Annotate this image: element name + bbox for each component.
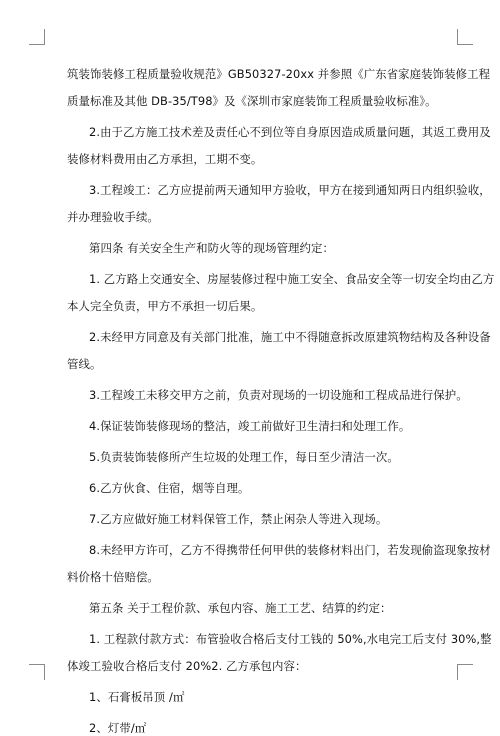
paragraph-line: 并办理验收手续。 [67,210,159,224]
paragraph-line: 1. 乙方路上交通安全、房屋装修过程中施工安全、食品安全等一切安全均由乙方 [89,272,495,286]
paragraph-line: 本人完全负责，甲方不承担一切后果。 [67,299,263,313]
paragraph-line: 质量标准及其他 DB-35/T98》及《深圳市家庭装饰工程质量验收标准》。 [67,94,437,108]
paragraph-line: 7.乙方应做好施工材料保管工作，禁止闲杂人等进入现场。 [89,512,388,526]
paragraph-line: 管线。 [67,357,102,371]
paragraph-line: 6.乙方伙食、住宿，烟等自理。 [89,481,250,495]
paragraph-line: 3.工程竣工：乙方应提前两天通知甲方验收，甲方在接到通知两日内组织验收， [89,183,491,197]
paragraph-line: 3.工程竣工未移交甲方之前，负责对现场的一切设施和工程成品进行保护。 [89,388,468,402]
section-heading: 第四条 有关安全生产和防火等的现场管理约定： [89,241,335,255]
paragraph-line: 8.未经甲方许可，乙方不得携带任何甲供的装修材料出门，若发现偷盗现象按材 [89,543,491,557]
paragraph-line: 5.负责装饰装修所产生垃圾的处理工作，每日至少清洁一次。 [89,450,399,464]
crop-mark-bottom-right [457,664,473,680]
list-item: 1、石膏板吊顶 /㎡ [89,690,185,704]
list-item: 2、灯带/㎡ [89,721,147,735]
crop-mark-top-right [457,29,473,45]
crop-mark-top-left [29,29,45,45]
paragraph-line: 料价格十倍赔偿。 [67,570,159,584]
section-heading: 第五条 关于工程价款、承包内容、施工工艺、结算的约定： [89,601,392,615]
paragraph-line: 2.未经甲方同意及有关部门批准，施工中不得随意拆改原建筑物结构及各种设备 [89,330,491,344]
paragraph-line: 筑装饰装修工程质量验收规范》GB50327-20xx 并参照《广东省家庭装饰装修工程 [67,67,491,81]
crop-mark-bottom-left [29,664,45,680]
paragraph-line: 体竣工验收合格后支付 20%2. 乙方承包内容： [67,659,307,673]
paragraph-line: 4.保证装饰装修现场的整洁，竣工前做好卫生清扫和处理工作。 [89,419,411,433]
document-body [67,66,495,736]
paragraph-line: 2.由于乙方施工技术差及责任心不到位等自身原因造成质量问题，其返工费用及 [89,125,491,139]
paragraph-line: 1. 工程款付款方式：布管验收合格后支付工钱的 50%,水电完工后支付 30%,整 [89,632,492,646]
paragraph-line: 装修材料费用由乙方承担，工期不变。 [67,152,263,166]
